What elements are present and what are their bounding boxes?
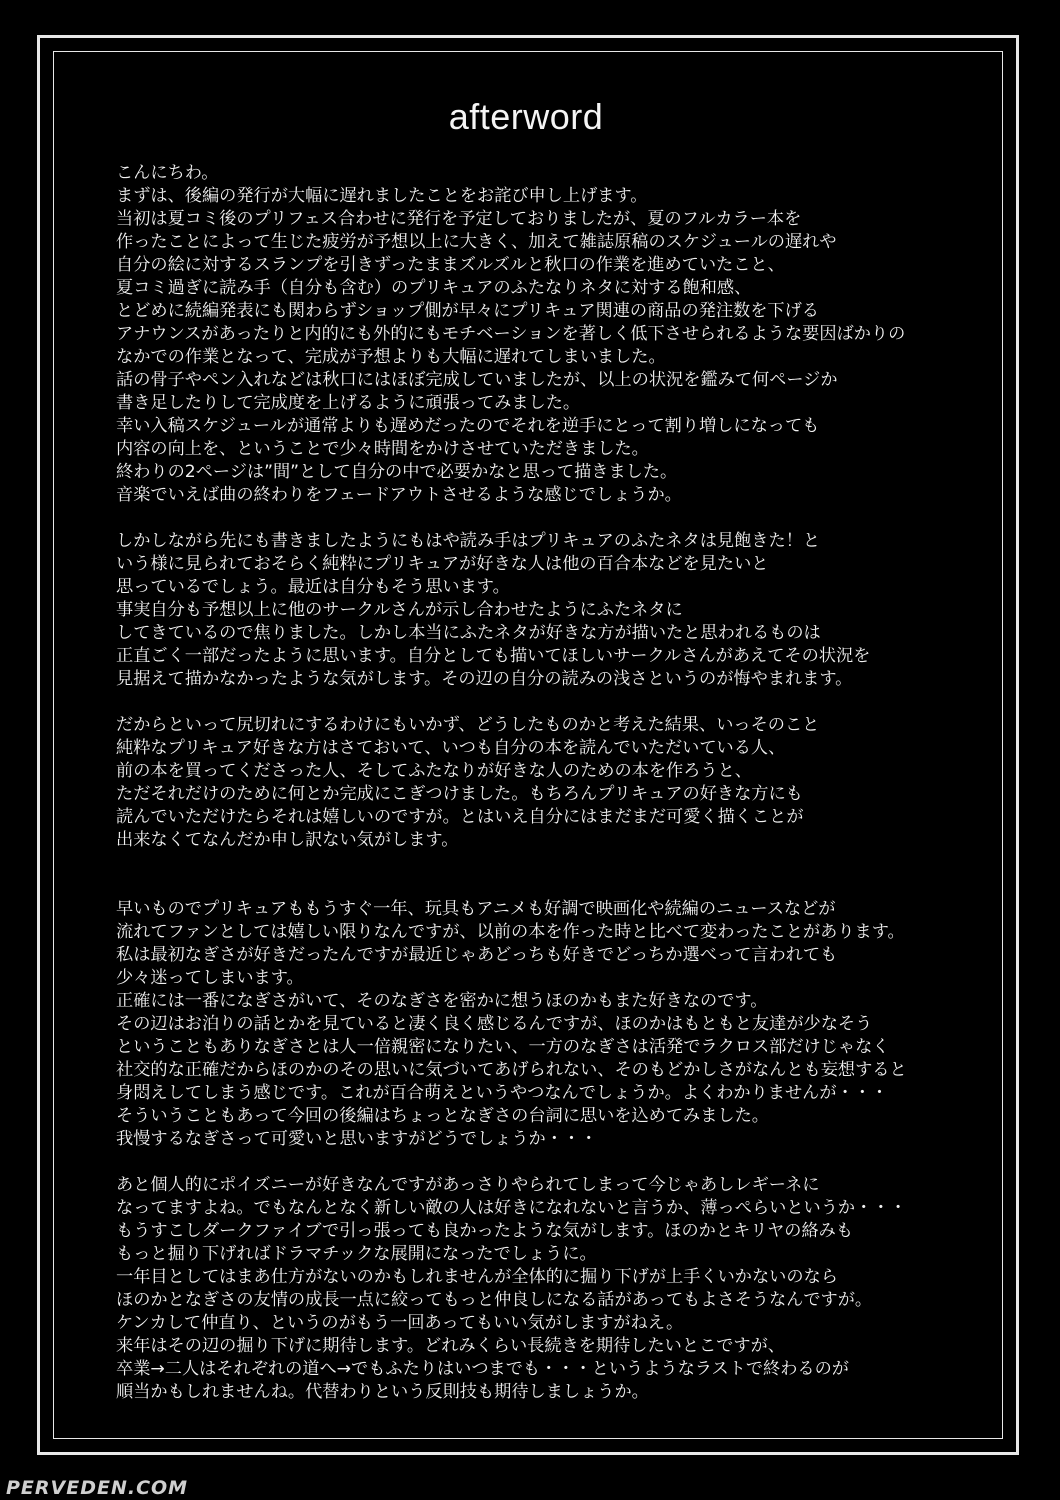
- text-line: 正直ごく一部だったように思います。自分としても描いてほしいサークルさんがあえてその状況を: [116, 646, 871, 666]
- page-title: afterword: [448, 96, 604, 137]
- text-line: 見据えて描かなかったような気がします。その辺の自分の読みの浅さというのが悔やまれます。: [116, 669, 853, 689]
- text-line: 当初は夏コミ後のプリフェス合わせに発行を予定しておりましたが、夏のフルカラー本を: [116, 209, 802, 229]
- paragraph-3: [116, 714, 996, 852]
- paragraph-gap: [116, 507, 996, 530]
- text-line: その辺はお泊りの話とかを見ていると凄く良く感じるんですが、ほのかはもともと友達が少なそう: [116, 1014, 873, 1034]
- text-line: ケンカして仲直り、というのがもう一回あってもいい気がしますがねえ。: [116, 1313, 684, 1333]
- text-line: 内容の向上を、ということで少々時間をかけさせていただきました。: [116, 439, 649, 459]
- text-line: 一年目としてはまあ仕方がないのかもしれませんが全体的に掘り下げが上手くいかないのなら: [116, 1267, 838, 1287]
- text-line: してきているので焦りました。しかし本当にふたネタが好きな方が描いたと思われるものは: [116, 623, 821, 643]
- text-line: ほのかとなぎさの友情の成長一点に絞ってもっと仲良しになる話があってもよさそうなんですが。: [116, 1290, 873, 1310]
- text-line: 来年はその辺の掘り下げに期待します。どれみくらい長続きを期待したいとこですが、: [116, 1336, 785, 1356]
- paragraph-gap: [116, 852, 996, 898]
- text-line: だからといって尻切れにするわけにもいかず、どうしたものかと考えた結果、いっそのこと: [116, 715, 820, 735]
- text-line: 作ったことによって生じた疲労が予想以上に大きく、加えて雑誌原稿のスケジュールの遅れや: [116, 232, 837, 252]
- text-line: しかしながら先にも書きましたようにもはや読み手はプリキュアのふたネタは見飽きた！と: [116, 531, 821, 551]
- text-line: 終わりの2ページは”間”として自分の中で必要かなと思って描きました。: [116, 462, 678, 482]
- text-line: なかでの作業となって、完成が予想よりも大幅に遅れてしまいました。: [116, 347, 666, 367]
- text-line: もうすこしダークファイブで引っ張っても良かったような気がします。ほのかとキリヤの絡みも: [116, 1221, 854, 1241]
- text-line: 身悶えしてしまう感じです。これが百合萌えというやつなんでしょうか。よくわかりませんが・・・: [116, 1083, 889, 1103]
- text-line: 社交的な正確だからほのかのその思いに気づいてあげられない、そのもどかしさがなんとも妄想すると: [116, 1060, 907, 1080]
- paragraph-2: [116, 530, 996, 691]
- text-line: 幸い入稿スケジュールが通常よりも遅めだったのでそれを逆手にとって割り増しになっても: [116, 416, 820, 436]
- paragraph-gap: [116, 691, 996, 714]
- text-line: 流れてファンとしては嬉しい限りなんですが、以前の本を作った時と比べて変わったことがあります。: [116, 922, 905, 942]
- text-line: 音楽でいえば曲の終わりをフェードアウトさせるような感じでしょうか。: [116, 485, 682, 505]
- text-line: 少々迷ってしまいます。: [116, 968, 304, 988]
- text-line: ということもありなぎさとは人一倍親密になりたい、一方のなぎさは活発でラクロス部だけじゃなく: [116, 1037, 890, 1057]
- site-watermark: PERVEDEN.COM: [6, 1477, 189, 1499]
- text-line: いう様に見られておそらく純粋にプリキュアが好きな人は他の百合本などを見たいと: [116, 554, 769, 574]
- text-line: 卒業→二人はそれぞれの道へ→でもふたりはいつまでも・・・というようなラストで終わるのが: [116, 1359, 849, 1379]
- text-line: 順当かもしれませんね。代替わりという反則技も期待しましょうか。: [116, 1382, 649, 1402]
- paragraph-gap: [116, 1151, 996, 1174]
- text-line: 自分の絵に対するスランプを引きずったままズルズルと秋口の作業を進めていたこと、: [116, 255, 785, 275]
- afterword-body: [116, 162, 996, 1404]
- text-line: 思っているでしょう。最近は自分もそう思います。: [116, 577, 510, 597]
- text-line: 夏コミ過ぎに読み手（自分も含む）のプリキュアのふたなりネタに対する飽和感、: [116, 278, 752, 298]
- text-line: 純粋なプリキュア好きな方はさておいて、いつも自分の本を読んでいただいている人、: [116, 738, 786, 758]
- text-line: 私は最初なぎさが好きだったんですが最近じゃあどっちも好きでどっちか選べって言われても: [116, 945, 838, 965]
- text-line: とどめに続編発表にも関わらずショップ側が早々にプリキュア関連の商品の発注数を下げる: [116, 301, 819, 321]
- text-line: なってますよね。でもなんとなく新しい敵の人は好きになれないと言うか、薄っぺらいというか・・・: [116, 1198, 907, 1218]
- text-line: アナウンスがあったりと内的にも外的にもモチベーションを著しく低下させられるような要因ばかりの: [116, 324, 906, 344]
- text-line: 早いものでプリキュアももうすぐ一年、玩具もアニメも好調で映画化や続編のニュースなどが: [116, 899, 836, 919]
- text-line: 事実自分も予想以上に他のサークルさんが示し合わせたようにふたネタに: [116, 600, 683, 620]
- text-line: まずは、後編の発行が大幅に遅れましたことをお詫び申し上げます。: [116, 186, 648, 206]
- text-line: そういうこともあって今回の後編はちょっとなぎさの台詞に思いを込めてみました。: [116, 1106, 769, 1126]
- text-line: 読んでいただけたらそれは嬉しいのですが。とはいえ自分にはまだまだ可愛く描くことが: [116, 807, 804, 827]
- text-line: ただそれだけのために何とか完成にこぎつけました。もちろんプリキュアの好きな方にも: [116, 784, 803, 804]
- paragraph-5: [116, 1174, 996, 1404]
- text-line: 話の骨子やペン入れなどは秋口にはほぼ完成していましたが、以上の状況を鑑みて何ページか: [116, 370, 838, 390]
- text-line: 正確には一番になぎさがいて、そのなぎさを密かに想うほのかもまた好きなのです。: [116, 991, 768, 1011]
- text-line: こんにちわ。: [116, 163, 219, 183]
- text-line: もっと掘り下げればドラマチックな展開になったでしょうに。: [116, 1244, 597, 1264]
- text-line: 我慢するなぎさって可愛いと思いますがどうでしょうか・・・: [116, 1129, 598, 1149]
- paragraph-4: [116, 898, 996, 1151]
- text-line: あと個人的にポイズニーが好きなんですがあっさりやられてしまって今じゃあしレギーネに: [116, 1175, 820, 1195]
- text-line: 出来なくてなんだか申し訳ない気がします。: [116, 830, 459, 850]
- text-line: 前の本を買ってくださった人、そしてふたなりが好きな人のための本を作ろうと、: [116, 761, 752, 781]
- paragraph-1: [116, 162, 996, 507]
- text-line: 書き足したりして完成度を上げるように頑張ってみました。: [116, 393, 581, 413]
